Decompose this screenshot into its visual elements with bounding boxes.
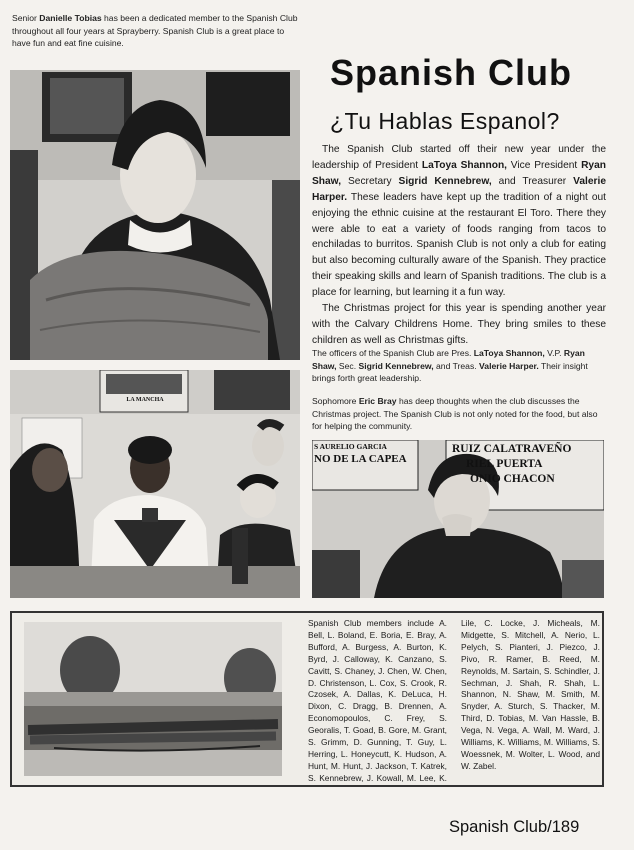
photo-meeting	[10, 370, 300, 598]
poster-right: RUIZ CALATRAVEÑO RIEL PUERTA ONIO CHACON	[452, 443, 572, 485]
caption-danielle: Senior Danielle Tobias has been a dedicated member to the Spanish Club throughout all four years at Sprayberry. Spanish Club is a great place to have fun and eat fine cuisine.	[12, 13, 298, 48]
members-list: Spanish Club members include A. Bell, L. Boland, E. Boria, E. Bray, A. Bufford, A. Burgess, A. Burton, K. Byrd, J. Calloway, K. Canzano, S. Cavitt, S. Chaney, J. Chen, W. Chen, D. Christenson, L. Cox, S. Crook, R. Czosek, A. Dallas, K. DeLuca, H. Dixon, C. Dragg, B. Drennen, A. Economopoulos, C. Frey, S. Georalis, T. Goad, B. Gore, M. Grant, S. Grimm, D. Gunning, T. Guy, L. Herring, L. Honeycutt, K. Hudson, A. Hunt, M. Hunt, J. Jackson, T. Katrek, S. Kennebrew, J. Kowall, M. Lee, K. Lile, C. Locke, J. Micheals, M. Midgette, S. Mitchell, A. Nerio, L. Pelych, S. Pianteri, J. Piezco, J. Pivo, R. Ramer, B. Reed, M. Reynolds, M. Sartain, S. Schindler, J. Sechman, J. Shah, R. Shah, L. Shannon, N. Shaw, M. Smith, M. Snyder, A. Sturch, S. Thacker, M. Third, D. Tobias, M. Van Hassle, B. Vega, N. Vega, A. Wall, M. Ward, J. Williams, K. Williams, M. Williams, S. Woessnek, M. Wolter, L. Wood, and W. Zabel.	[308, 618, 600, 783]
page-footer: Spanish Club/189	[449, 818, 580, 836]
photo-danielle-tobias	[10, 70, 300, 360]
photo-eric-bray	[312, 440, 604, 598]
page-title: Spanish Club	[330, 52, 573, 93]
photo-group	[24, 622, 282, 776]
caption-eric-bray: Sophomore Eric Bray has deep thoughts when the club discusses the Christmas project. The Spanish Club is not only noted for the food, but also for helping the community.	[312, 396, 598, 431]
story-body	[312, 142, 606, 349]
page-subtitle: ¿Tu Hablas Espanol?	[330, 108, 560, 134]
poster-left: S AURELIO GARCIA NO DE LA CAPEA	[314, 442, 407, 465]
story-paragraph-2: The Christmas project for this year is spending another year with the Calvary Childrens Home. They bring smiles to these children as well as Christmas gifts.	[312, 303, 606, 346]
la-mancha-sign: LA MANCHA	[126, 397, 164, 403]
story-paragraph-1: The Spanish Club started off their new year under the leadership of President LaToya Shannon, Vice President Ryan Shaw, Secretary Sigrid Kennebrew, and Treasurer Valerie Harper. These leaders have kept up the tradition of a night out enjoying the ethnic cuisine at the restaurant El Toro. There they were able to eat a variety of foods ranging from tacos to enchiladas to burritos. Spanish Club is not only a club for eating but also becoming culturally aware of the Spanish. They practice their speaking skills and learn of Spanish traditions. The club is a place for learning, but learning it a fun way.	[312, 144, 606, 299]
caption-officers: The officers of the Spanish Club are Pres. LaToya Shannon, V.P. Ryan Shaw, Sec. Sigrid Kennebrew, and Treas. Valerie Harper. Their insight brings forth great leadership.	[312, 348, 588, 383]
